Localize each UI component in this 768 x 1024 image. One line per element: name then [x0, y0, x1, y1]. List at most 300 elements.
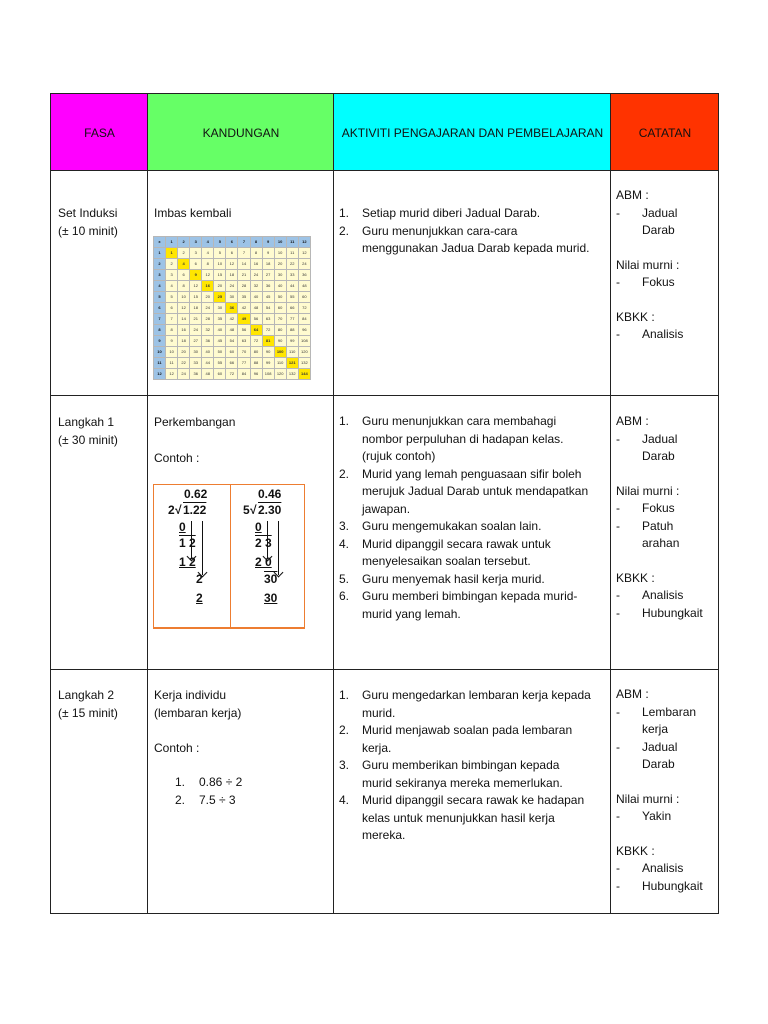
nilai-murni-item: - Fokus: [616, 500, 716, 518]
grid-col-header: 7: [238, 237, 250, 248]
grid-cell: 20: [178, 347, 190, 358]
grid-cell: 12: [226, 259, 238, 270]
row1-catatan: [616, 187, 716, 344]
grid-cell: 60: [274, 303, 286, 314]
aktiviti-item-line: Guru menunjukkan cara-cara: [362, 223, 518, 238]
grid-cell: 6: [226, 248, 238, 259]
grid-cell: 3: [166, 270, 178, 281]
grid-row: [154, 347, 311, 358]
left-bringdown-arrow-2: [202, 521, 203, 575]
bullet-dash: -: [616, 327, 620, 341]
aktiviti-item-number: 6.: [339, 589, 350, 603]
aktiviti-item: [334, 792, 610, 845]
aktiviti-item-line: Guru menyemak hasil kerja murid.: [362, 571, 545, 586]
grid-cell: 77: [238, 358, 250, 369]
grid-cell: 15: [214, 270, 226, 281]
grid-cell: 48: [298, 281, 310, 292]
grid-cell: 12: [202, 270, 214, 281]
grid-row-header: 7: [154, 314, 166, 325]
aktiviti-item: [334, 588, 610, 623]
grid-cell: 56: [250, 314, 262, 325]
grid-col-header: 12: [298, 237, 310, 248]
grid-cell: 32: [202, 325, 214, 336]
row1-fasa-duration: (± 10 minit): [58, 224, 118, 238]
grid-cell: 27: [190, 336, 202, 347]
kbkk-item: - Analisis: [616, 860, 716, 878]
grid-cell: 4: [166, 281, 178, 292]
grid-cell: 18: [178, 336, 190, 347]
grid-row: [154, 303, 311, 314]
kbkk-item: - Analisis: [616, 326, 716, 344]
aktiviti-item: [334, 757, 610, 792]
grid-cell: 50: [214, 347, 226, 358]
left-step-2: 1 2: [179, 536, 196, 550]
grid-cell: 3: [190, 248, 202, 259]
grid-cell: 66: [226, 358, 238, 369]
grid-col-header: 5: [214, 237, 226, 248]
abm-label: ABM :: [616, 414, 649, 428]
grid-cell: 100: [274, 347, 286, 358]
grid-cell: 90: [274, 336, 286, 347]
grid-row: [154, 325, 311, 336]
row3-kandungan-title-2: (lembaran kerja): [154, 706, 242, 720]
abm-item: - Jadual: [616, 739, 716, 757]
grid-row-header: 9: [154, 336, 166, 347]
grid-cell: 6: [190, 259, 202, 270]
bullet-dash: -: [616, 518, 620, 533]
grid-cell: 32: [250, 281, 262, 292]
grid-cell: 30: [214, 303, 226, 314]
grid-col-header: 11: [286, 237, 298, 248]
aktiviti-item: [334, 571, 610, 589]
row3-soalan-2-number: 2.: [175, 793, 186, 807]
grid-cell: 96: [298, 325, 310, 336]
right-bringdown-arrow-1: [267, 521, 268, 559]
header-aktiviti-label: AKTIVITI PENGAJARAN DAN PEMBELAJARAN: [341, 125, 604, 140]
header-kandungan-label: KANDUNGAN: [202, 125, 280, 140]
grid-cell: 10: [214, 259, 226, 270]
aktiviti-item-line: Murid menjawab soalan pada lembaran: [362, 723, 573, 737]
aktiviti-item-line: Murid dipanggil secara rawak ke hadapan: [362, 793, 585, 807]
grid-row-header: 4: [154, 281, 166, 292]
division-example-box: [153, 484, 305, 629]
grid-cell: 33: [190, 358, 202, 369]
row3-contoh-label: Contoh :: [154, 741, 200, 755]
grid-cell: 81: [262, 336, 274, 347]
row1-fasa-title: Set Induksi: [58, 206, 118, 220]
grid-cell: 20: [214, 281, 226, 292]
grid-cell: 84: [298, 314, 310, 325]
bullet-dash: -: [616, 431, 620, 446]
grid-row-header: 11: [154, 358, 166, 369]
grid-cell: 40: [274, 281, 286, 292]
grid-cell: 18: [190, 303, 202, 314]
aktiviti-item-number: 2.: [339, 223, 350, 238]
aktiviti-item-line: Setiap murid diberi Jadual Darab.: [362, 206, 541, 220]
right-step-2: 2 3: [255, 536, 272, 550]
grid-cell: 45: [262, 292, 274, 303]
grid-cell: 40: [214, 325, 226, 336]
grid-cell: 7: [166, 314, 178, 325]
left-dividend: 1.22: [183, 503, 207, 517]
grid-cell: 60: [214, 369, 226, 380]
grid-cell: 30: [274, 270, 286, 281]
grid-row-header: 12: [154, 369, 166, 380]
grid-cell: 36: [190, 369, 202, 380]
grid-cell: 63: [262, 314, 274, 325]
grid-cell: 20: [202, 292, 214, 303]
aktiviti-item-number: 5.: [339, 571, 350, 586]
left-quotient: 0.62: [184, 487, 208, 501]
bullet-dash: -: [616, 205, 620, 220]
aktiviti-item: [334, 466, 610, 519]
grid-cell: 2: [178, 248, 190, 259]
aktiviti-item-line: nombor perpuluhan di hadapan kelas.: [362, 431, 564, 446]
header-catatan: [610, 93, 719, 171]
grid-cell: 20: [274, 259, 286, 270]
grid-cell: 7: [238, 248, 250, 259]
header-fasa-label: FASA: [84, 125, 115, 140]
grid-cell: 110: [286, 347, 298, 358]
aktiviti-item-number: 1.: [339, 414, 350, 428]
grid-cell: 36: [226, 303, 238, 314]
abm-item: Darab: [642, 223, 675, 237]
grid-cell: 22: [286, 259, 298, 270]
grid-cell: 70: [274, 314, 286, 325]
grid-cell: 99: [286, 336, 298, 347]
grid-cell: 35: [214, 314, 226, 325]
right-bringdown-arrow-2: [278, 521, 279, 575]
grid-row: [154, 358, 311, 369]
grid-cell: 56: [238, 325, 250, 336]
grid-cell: 12: [166, 369, 178, 380]
grid-cell: 64: [250, 325, 262, 336]
row1-aktiviti-cell: [333, 170, 611, 396]
grid-cell: 72: [262, 325, 274, 336]
grid-cell: 12: [178, 303, 190, 314]
bullet-dash: -: [616, 809, 620, 823]
abm-item: kerja: [642, 722, 669, 736]
row2-kandungan-title: Perkembangan: [154, 415, 236, 429]
row3-kandungan-title-1: Kerja individu: [154, 688, 227, 702]
grid-cell: 16: [178, 325, 190, 336]
nilai-murni-item: - Patuh: [616, 518, 716, 536]
grid-col-header: 10: [274, 237, 286, 248]
row3-fasa-duration: (± 15 minit): [58, 706, 118, 720]
grid-cell: 8: [202, 259, 214, 270]
row2-fasa-duration: (± 30 minit): [58, 433, 118, 447]
grid-cell: 11: [166, 358, 178, 369]
grid-cell: 66: [286, 303, 298, 314]
aktiviti-item-number: 1.: [339, 688, 350, 702]
grid-cell: 88: [286, 325, 298, 336]
header-fasa: [50, 93, 148, 171]
aktiviti-item-line: merujuk Jadual Darab untuk mendapatkan: [362, 484, 589, 498]
kbkk-label: KBKK :: [616, 843, 655, 858]
kbkk-item: - Hubungkait: [616, 605, 716, 623]
grid-row: [154, 336, 311, 347]
grid-cell: 70: [238, 347, 250, 358]
grid-col-header: 9: [262, 237, 274, 248]
grid-cell: 24: [190, 325, 202, 336]
row3-catatan: [616, 686, 716, 895]
row3-soalan-1: 0.86 ÷ 2: [199, 775, 243, 789]
row3-soalan-2: 7.5 ÷ 3: [199, 793, 236, 807]
left-step-1: 0: [179, 520, 186, 534]
grid-cell: 10: [274, 248, 286, 259]
grid-cell: 6: [178, 270, 190, 281]
grid-cell: 27: [262, 270, 274, 281]
row2-catatan: [616, 413, 716, 622]
aktiviti-item-line: murid.: [362, 705, 396, 720]
grid-row: [154, 281, 311, 292]
grid-cell: 9: [262, 248, 274, 259]
grid-cell: 8: [250, 248, 262, 259]
aktiviti-item-line: kerja.: [362, 740, 392, 755]
grid-col-header: 8: [250, 237, 262, 248]
left-step-5: 2: [196, 591, 203, 605]
grid-cell: 132: [286, 369, 298, 380]
grid-cell: 15: [190, 292, 202, 303]
grid-cell: 14: [178, 314, 190, 325]
grid-cell: 4: [178, 259, 190, 270]
grid-cell: 16: [202, 281, 214, 292]
kbkk-item: - Analisis: [616, 587, 716, 605]
grid-cell: 21: [190, 314, 202, 325]
bullet-dash: -: [616, 275, 620, 289]
grid-row-header: 1: [154, 248, 166, 259]
grid-cell: 18: [262, 259, 274, 270]
bullet-dash: -: [616, 739, 620, 754]
grid-cell: 45: [214, 336, 226, 347]
aktiviti-item-line: murid yang lemah.: [362, 606, 461, 621]
grid-cell: 28: [202, 314, 214, 325]
bullet-dash: -: [616, 704, 620, 719]
row3-fasa-title: Langkah 2: [58, 688, 115, 702]
grid-corner: x: [154, 237, 166, 248]
aktiviti-item-line: jawapan.: [362, 501, 411, 516]
right-radical: √: [250, 503, 257, 517]
grid-cell: 72: [226, 369, 238, 380]
grid-cell: 110: [274, 358, 286, 369]
aktiviti-item-number: 3.: [339, 758, 350, 772]
aktiviti-item-number: 1.: [339, 206, 350, 220]
grid-cell: 24: [202, 303, 214, 314]
grid-cell: 99: [262, 358, 274, 369]
grid-cell: 5: [166, 292, 178, 303]
grid-cell: 25: [214, 292, 226, 303]
abm-item: Darab: [642, 757, 675, 771]
aktiviti-item: [334, 687, 610, 722]
aktiviti-item: [334, 413, 610, 466]
grid-cell: 16: [250, 259, 262, 270]
aktiviti-item-number: 2.: [339, 723, 350, 737]
grid-cell: 4: [202, 248, 214, 259]
grid-cell: 11: [286, 248, 298, 259]
row1-kandungan-title: Imbas kembali: [154, 206, 232, 220]
header-catatan-label: CATATAN: [638, 125, 692, 140]
aktiviti-item-line: Murid dipanggil secara rawak untuk: [362, 536, 551, 551]
abm-item: Darab: [642, 449, 675, 463]
grid-cell: 49: [238, 314, 250, 325]
grid-col-header: 2: [178, 237, 190, 248]
aktiviti-item: [334, 518, 610, 536]
aktiviti-item-line: menyelesaikan soalan tersebut.: [362, 554, 531, 568]
bullet-dash: -: [616, 501, 620, 515]
aktiviti-item-line: mereka.: [362, 828, 406, 842]
grid-col-header: 4: [202, 237, 214, 248]
bullet-dash: -: [616, 605, 620, 620]
left-bringdown-arrow-1: [191, 521, 192, 559]
abm-label: ABM :: [616, 188, 649, 202]
grid-cell: 96: [250, 369, 262, 380]
grid-cell: 28: [238, 281, 250, 292]
abm-item: - Jadual: [616, 431, 716, 449]
row2-contoh-label: Contoh :: [154, 451, 200, 465]
grid-cell: 72: [250, 336, 262, 347]
aktiviti-item-line: (rujuk contoh): [362, 449, 436, 463]
grid-cell: 88: [250, 358, 262, 369]
grid-cell: 121: [286, 358, 298, 369]
grid-cell: 36: [298, 270, 310, 281]
grid-cell: 42: [238, 303, 250, 314]
aktiviti-item: [334, 223, 610, 258]
grid-cell: 10: [178, 292, 190, 303]
grid-row-header: 10: [154, 347, 166, 358]
left-step-4: 2: [196, 572, 203, 586]
grid-row-header: 3: [154, 270, 166, 281]
grid-cell: 55: [286, 292, 298, 303]
grid-row: [154, 270, 311, 281]
aktiviti-item-line: Murid yang lemah penguasaan sifir boleh: [362, 466, 582, 481]
aktiviti-item-number: 3.: [339, 519, 350, 533]
right-step-1: 0: [255, 520, 262, 534]
grid-cell: 48: [250, 303, 262, 314]
aktiviti-item-number: 2.: [339, 466, 350, 481]
nilai-murni-item: arahan: [642, 536, 680, 550]
right-step-5: 30: [264, 591, 278, 605]
aktiviti-item-line: Guru menunjukkan cara membahagi: [362, 414, 557, 428]
grid-cell: 36: [262, 281, 274, 292]
row1-aktiviti-list: [334, 205, 610, 258]
nilai-murni-item: - Yakin: [616, 808, 716, 826]
abm-item: - Lembaran: [616, 704, 716, 722]
bullet-dash: -: [616, 861, 620, 875]
grid-cell: 9: [190, 270, 202, 281]
grid-cell: 18: [226, 270, 238, 281]
aktiviti-item-line: kelas untuk menunjukkan hasil kerja: [362, 810, 555, 825]
grid-row-header: 5: [154, 292, 166, 303]
grid-cell: 1: [166, 248, 178, 259]
nilai-murni-label: Nilai murni :: [616, 257, 680, 272]
grid-cell: 80: [250, 347, 262, 358]
grid-cell: 54: [262, 303, 274, 314]
aktiviti-item-line: Guru memberi bimbingan kepada murid-: [362, 589, 578, 603]
grid-cell: 120: [274, 369, 286, 380]
grid-cell: 12: [190, 281, 202, 292]
grid-cell: 5: [214, 248, 226, 259]
grid-cell: 72: [298, 303, 310, 314]
grid-cell: 30: [190, 347, 202, 358]
bullet-dash: -: [616, 878, 620, 893]
grid-cell: 63: [238, 336, 250, 347]
grid-cell: 54: [226, 336, 238, 347]
aktiviti-item: [334, 536, 610, 571]
grid-cell: 42: [226, 314, 238, 325]
grid-cell: 84: [238, 369, 250, 380]
grid-cell: 36: [202, 336, 214, 347]
grid-cell: 2: [166, 259, 178, 270]
grid-cell: 6: [166, 303, 178, 314]
kbkk-item: - Hubungkait: [616, 878, 716, 896]
abm-label: ABM :: [616, 687, 649, 701]
row2-aktiviti-list: [334, 413, 610, 623]
grid-cell: 14: [238, 259, 250, 270]
grid-cell: 9: [166, 336, 178, 347]
grid-col-header: 6: [226, 237, 238, 248]
grid-cell: 8: [166, 325, 178, 336]
grid-cell: 108: [262, 369, 274, 380]
grid-cell: 40: [202, 347, 214, 358]
grid-cell: 35: [238, 292, 250, 303]
grid-col-header: 1: [166, 237, 178, 248]
grid-cell: 33: [286, 270, 298, 281]
aktiviti-item-line: murid sekiranya mereka memerlukan.: [362, 775, 563, 790]
grid-cell: 44: [202, 358, 214, 369]
grid-row-header: 2: [154, 259, 166, 270]
grid-cell: 44: [286, 281, 298, 292]
grid-cell: 40: [250, 292, 262, 303]
header-kandungan: [147, 93, 334, 171]
nilai-murni-label: Nilai murni :: [616, 791, 680, 806]
right-divisor: 5: [243, 503, 250, 517]
grid-row: [154, 369, 311, 380]
aktiviti-item-line: Guru mengemukakan soalan lain.: [362, 519, 542, 533]
grid-cell: 21: [238, 270, 250, 281]
left-radical: √: [175, 503, 182, 517]
aktiviti-item: [334, 205, 610, 223]
grid-cell: 120: [298, 347, 310, 358]
grid-row-header: 6: [154, 303, 166, 314]
grid-cell: 48: [202, 369, 214, 380]
multiplication-table: [153, 236, 311, 380]
grid-cell: 10: [166, 347, 178, 358]
right-quotient: 0.46: [258, 487, 282, 501]
grid-cell: 144: [298, 369, 310, 380]
aktiviti-item: [334, 722, 610, 757]
abm-item: - Jadual: [616, 205, 716, 223]
grid-row: [154, 259, 311, 270]
right-step-3: 2 0: [255, 555, 272, 569]
header-aktiviti: [333, 93, 611, 171]
grid-cell: 60: [298, 292, 310, 303]
grid-row: [154, 314, 311, 325]
grid-cell: 50: [274, 292, 286, 303]
grid-cell: 108: [298, 336, 310, 347]
row3-soalan-1-number: 1.: [175, 775, 186, 789]
division-separator: [230, 485, 231, 627]
grid-row: [154, 248, 311, 259]
left-step-3: 1 2: [179, 555, 196, 569]
aktiviti-item-number: 4.: [339, 793, 350, 807]
grid-cell: 55: [214, 358, 226, 369]
grid-cell: 77: [286, 314, 298, 325]
row2-fasa-title: Langkah 1: [58, 415, 115, 429]
grid-row: [154, 292, 311, 303]
grid-cell: 24: [226, 281, 238, 292]
aktiviti-item-line: menggunakan Jadua Darab kepada murid.: [362, 241, 590, 255]
grid-cell: 60: [226, 347, 238, 358]
